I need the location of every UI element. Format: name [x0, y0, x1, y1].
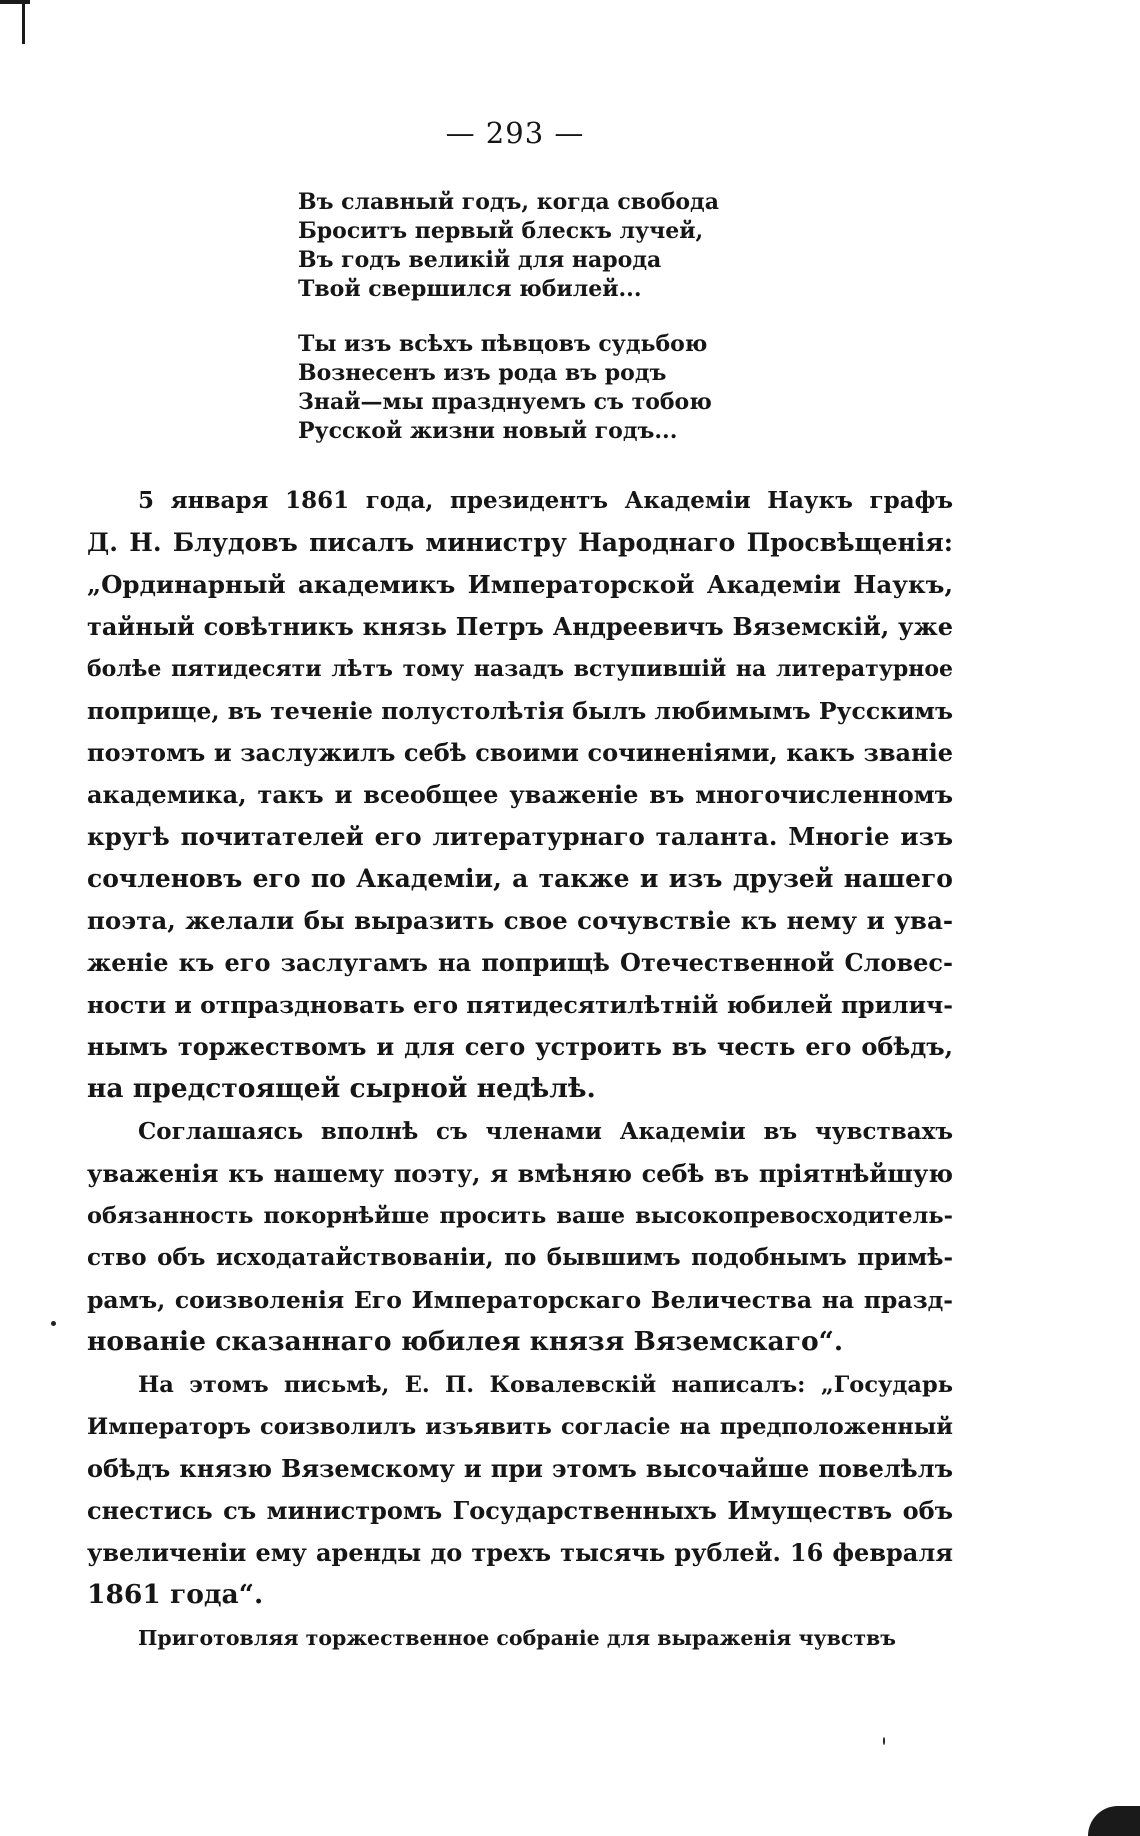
- poem-line: Ты изъ всѣхъ пѣвцовъ судьбою: [298, 331, 708, 357]
- text-line: тайный совѣтникъ князь Петръ Андреевичъ Вяземскій, уже: [87, 612, 953, 641]
- poem-line: Вознесенъ изъ рода въ родъ: [298, 360, 667, 386]
- poem-stanza-1: [298, 188, 818, 304]
- text-line: Д. Н. Блудовъ писалъ министру Народнаго Просвѣщенія:: [87, 528, 953, 557]
- poem-line: Русской жизни новый годъ...: [298, 418, 678, 444]
- scan-corner-mark-bottom: [1088, 1806, 1140, 1836]
- text-line: академика, такъ и всеобщее уваженіе въ многочисленномъ: [87, 780, 953, 809]
- paragraph-academy-request: [87, 1111, 953, 1363]
- text-line: ство объ исходатайствованіи, по бывшимъ подобнымъ примѣ-: [87, 1244, 953, 1271]
- paragraph-bludov-letter: [87, 480, 953, 1110]
- text-line: болѣе пятидесяти лѣтъ тому назадъ вступившій на литературное: [87, 656, 953, 682]
- poem-line: Твой свершился юбилей...: [298, 276, 642, 302]
- text-line: 1861 года“.: [87, 1579, 264, 1610]
- paragraph-kovalevsky-note: [87, 1364, 953, 1616]
- poem-line: Знай—мы празднуемъ съ тобою: [298, 389, 712, 415]
- poem-line: Въ славный годъ, когда свобода: [298, 189, 719, 215]
- text-line: на предстоящей сырной недѣлѣ.: [87, 1073, 596, 1104]
- text-line: 5 января 1861 года, президентъ Академіи Наукъ графъ: [138, 487, 953, 514]
- text-line: поприще, въ теченіе полустолѣтія былъ любимымъ Русскимъ: [87, 697, 953, 725]
- text-line: рамъ, соизволенія Его Императорскаго Величества на празд-: [87, 1286, 953, 1314]
- text-line: Императоръ соизволилъ изъявить согласіе на предположенный: [87, 1414, 953, 1440]
- poem-line: Броситъ первый блескъ лучей,: [298, 218, 704, 244]
- poem-stanza-2: [298, 330, 818, 446]
- scan-speck: [51, 1321, 56, 1326]
- scan-corner-mark-top: [0, 0, 30, 4]
- text-line: Соглашаясь вполнѣ съ членами Академіи въ чувствахъ: [138, 1118, 953, 1145]
- text-line: сочленовъ его по Академіи, а также и изъ друзей нашего: [87, 864, 953, 893]
- text-line: кругѣ почитателей его литературнаго таланта. Многіе изъ: [87, 822, 953, 851]
- scan-edge-mark-left: [22, 0, 25, 44]
- text-line: нымъ торжествомъ и для сего устроить въ честь его обѣдъ,: [87, 1032, 953, 1061]
- text-line: увеличеніи ему аренды до трехъ тысячь рублей. 16 февраля: [87, 1538, 953, 1567]
- text-line: женіе къ его заслугамъ на поприщѣ Отечественной Словес-: [87, 948, 953, 977]
- scan-speck: [883, 1737, 885, 1745]
- poem-line: Въ годъ великій для народа: [298, 247, 662, 273]
- text-line: обѣдъ князю Вяземскому и при этомъ высочайше повелѣлъ: [87, 1454, 953, 1483]
- text-line: На этомъ письмѣ, Е. П. Ковалевскій написалъ: „Государь: [138, 1372, 953, 1398]
- text-line: снестись съ министромъ Государственныхъ Имуществъ объ: [87, 1496, 953, 1525]
- text-line: Приготовляя торжественное собраніе для выраженія чувствъ: [138, 1626, 896, 1650]
- text-line: нованіе сказаннаго юбилея князя Вяземскаго“.: [87, 1326, 844, 1357]
- text-line: поэта, желали бы выразить свое сочувствіе къ нему и ува-: [87, 906, 953, 935]
- text-line: ности и отпраздновать его пятидесятилѣтній юбилей прилич-: [87, 991, 953, 1019]
- text-line: уваженія къ нашему поэту, я вмѣняю себѣ въ пріятнѣйшую: [87, 1159, 953, 1188]
- paragraph-preparation: [87, 1617, 953, 1659]
- text-line: „Ординарный академикъ Императорской Академіи Наукъ,: [87, 570, 953, 599]
- page-number: — 293 —: [445, 116, 585, 150]
- text-line: поэтомъ и заслужилъ себѣ своими сочиненіями, какъ званіе: [87, 738, 953, 767]
- text-line: обязанность покорнѣйше просить ваше высокопревосходитель-: [87, 1203, 953, 1229]
